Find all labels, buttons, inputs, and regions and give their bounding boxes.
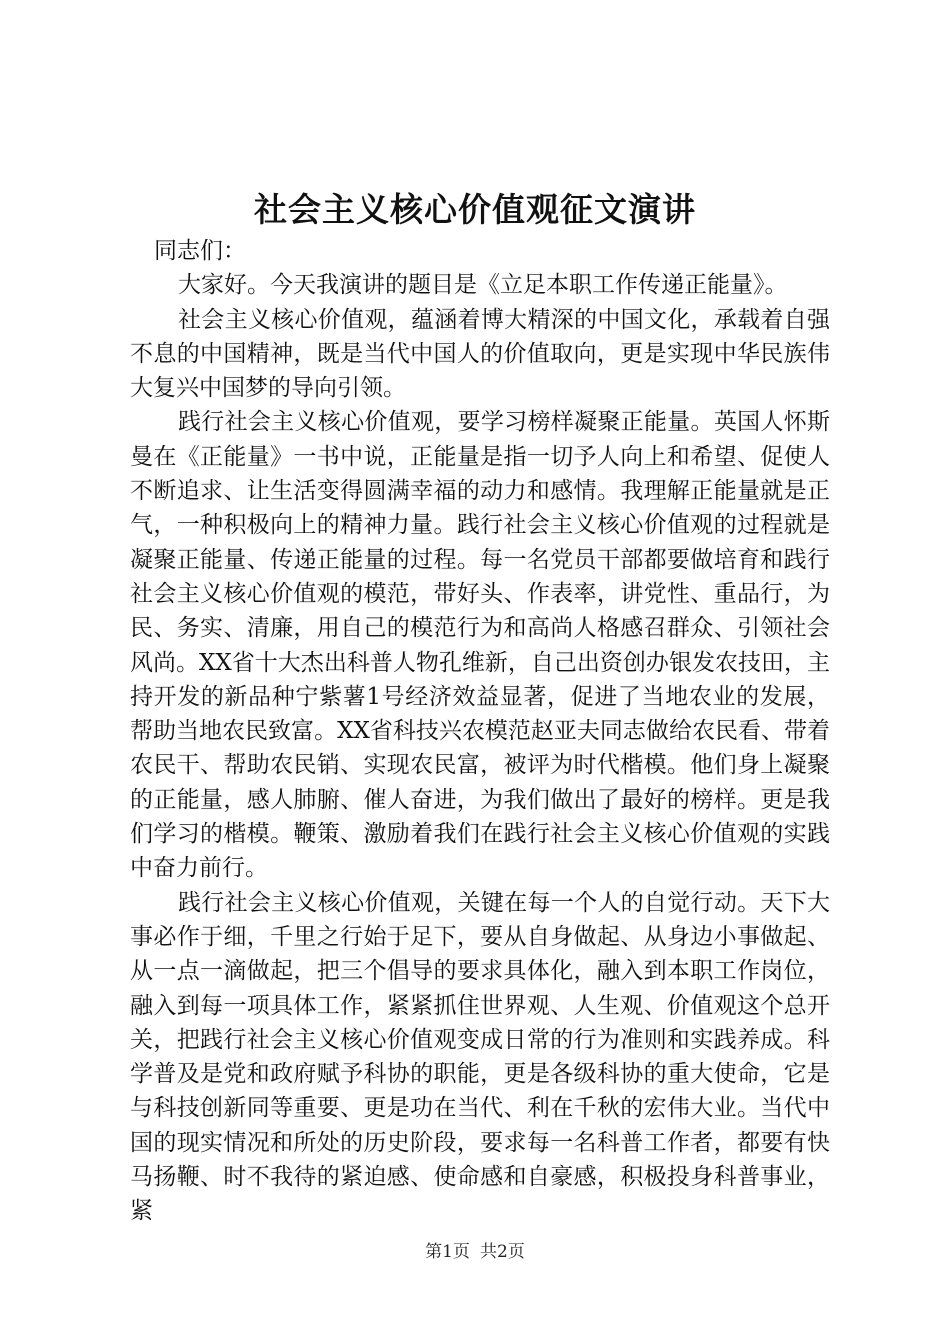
page-footer bbox=[0, 1240, 950, 1264]
page-total: 共2页 bbox=[480, 1242, 525, 1262]
document-body bbox=[130, 234, 830, 1229]
paragraph-greeting: 大家好。今天我演讲的题目是《立足本职工作传递正能量》。 bbox=[178, 272, 788, 299]
paragraph-role-models: 践行社会主义核心价值观，要学习榜样凝聚正能量。英国人怀斯曼在《正能量》一书中说，正能量是指一切予人向上和希望、促使人不断追求、让生活变得圆满幸福的动力和感情。我理解正能量就是正气，一种积极向上的精神力量。践行社会主义核心价值观的过程就是凝聚正能量、传递正能量的过程。每一名党员干部都要做培育和践行社会主义核心价值观的模范，带好头、作表率，讲党性、重品行，为民、务实、清廉，用自己的模范行为和高尚人格感召群众、引领社会风尚。XX省十大杰出科普人物孔维新，自己出资创办银发农技田，主持开发的新品种宁紫薯1号经济效益显著，促进了当地农业的发展，帮助当地农民致富。XX省科技兴农模范赵亚夫同志做给农民看、带着农民干、帮助农民销、实现农民富，被评为时代楷模。他们身上凝聚的正能量，感人肺腑、催人奋进，为我们做出了最好的榜样。更是我们学习的楷模。鞭策、激励着我们在践行社会主义核心价值观的实践中奋力前行。 bbox=[130, 409, 830, 882]
paragraph-action: 践行社会主义核心价值观，关键在每一个人的自觉行动。天下大事必作于细，千里之行始于足下，要从自身做起、从身边小事做起、从一点一滴做起，把三个倡导的要求具体化，融入到本职工作岗位，融入到每一项具体工作，紧紧抓住世界观、人生观、价值观这个总开关，把践行社会主义核心价值观变成日常的行为准则和实践养成。科学普及是党和政府赋予科协的职能，更是各级科协的重大使命，它是与科技创新同等重要、更是功在当代、利在千秋的宏伟大业。当代中国的现实情况和所处的历史阶段，要求每一名科普工作者，都要有快马扬鞭、时不我待的紧迫感、使命感和自豪感，积极投身科普事业，紧 bbox=[130, 889, 830, 1225]
paragraph-core-values: 社会主义核心价值观，蕴涵着博大精深的中国文化，承载着自强不息的中国精神，既是当代中国人的价值取向，更是实现中华民族伟大复兴中国梦的导向引领。 bbox=[130, 306, 830, 402]
document-title: 社会主义核心价值观征文演讲 bbox=[254, 190, 696, 229]
page-number: 第1页 bbox=[425, 1242, 470, 1262]
salutation: 同志们： bbox=[154, 238, 246, 264]
